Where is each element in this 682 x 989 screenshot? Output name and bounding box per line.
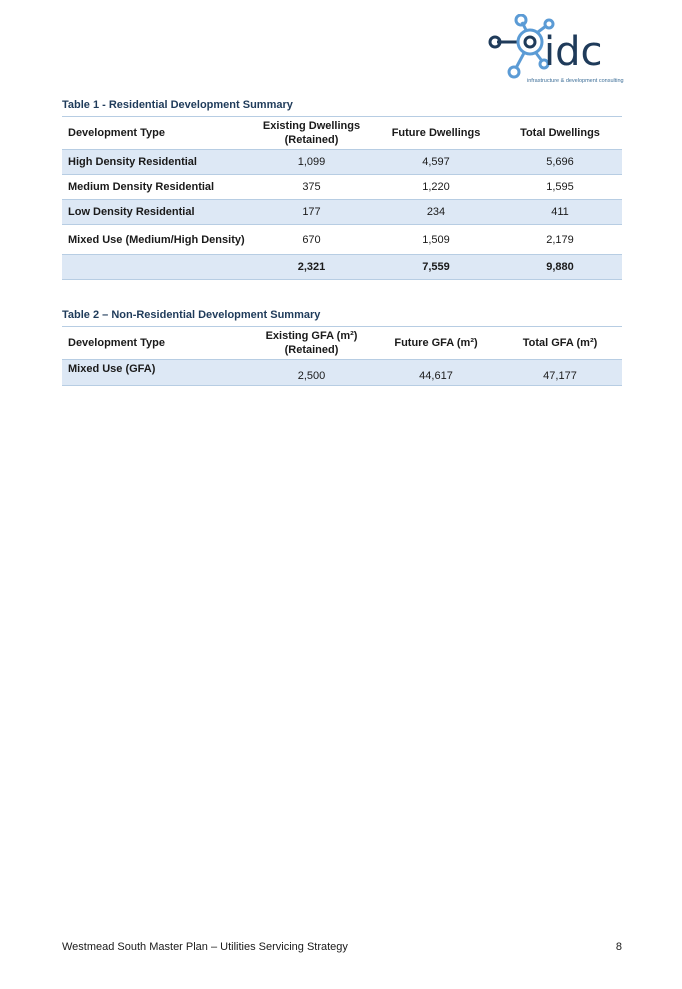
page-number: 8 — [615, 941, 622, 953]
table1-caption: Table 1 - Residential Development Summary — [62, 99, 293, 111]
column-header: Future GFA (m²) — [374, 327, 498, 360]
future-total: 7,559 — [374, 255, 498, 280]
table-row — [62, 150, 622, 175]
total-value: 47,177 — [498, 360, 622, 386]
column-header: Future Dwellings — [374, 117, 498, 150]
development-type: Mixed Use (GFA) — [62, 360, 249, 386]
existing-value: 375 — [249, 175, 374, 200]
table2-caption: Table 2 – Non-Residential Development Summary — [62, 309, 321, 321]
development-type: Mixed Use (Medium/High Density) — [62, 225, 249, 255]
residential-summary-table — [62, 116, 622, 280]
grand-total: 9,880 — [498, 255, 622, 280]
total-value: 1,595 — [498, 175, 622, 200]
total-value: 5,696 — [498, 150, 622, 175]
table-row — [62, 175, 622, 200]
totals-row — [62, 255, 622, 280]
future-value: 234 — [374, 200, 498, 225]
table-header-row — [62, 117, 622, 150]
future-value: 1,509 — [374, 225, 498, 255]
development-type: Medium Density Residential — [62, 175, 249, 200]
existing-value: 670 — [249, 225, 374, 255]
page-footer — [62, 941, 622, 953]
existing-value: 1,099 — [249, 150, 374, 175]
development-type: Low Density Residential — [62, 200, 249, 225]
existing-total: 2,321 — [249, 255, 374, 280]
future-value: 4,597 — [374, 150, 498, 175]
column-header: Total GFA (m²) — [498, 327, 622, 360]
future-value: 1,220 — [374, 175, 498, 200]
column-header: Total Dwellings — [498, 117, 622, 150]
table-header-row — [62, 327, 622, 360]
footer-title: Westmead South Master Plan – Utilities Servicing Strategy — [62, 941, 348, 953]
logo-wordmark: idc — [544, 29, 603, 75]
table-row — [62, 225, 622, 255]
future-value: 44,617 — [374, 360, 498, 386]
existing-value: 2,500 — [249, 360, 374, 386]
column-header: Development Type — [62, 117, 249, 150]
table-row — [62, 360, 622, 386]
existing-value: 177 — [249, 200, 374, 225]
logo-tagline: infrastructure & development consulting — [527, 78, 624, 84]
development-type: High Density Residential — [62, 150, 249, 175]
column-header: Existing GFA (m²) (Retained) — [249, 327, 374, 360]
total-value: 2,179 — [498, 225, 622, 255]
column-header: Development Type — [62, 327, 249, 360]
totals-label — [62, 255, 249, 280]
table-row — [62, 200, 622, 225]
non-residential-summary-table — [62, 326, 622, 386]
total-value: 411 — [498, 200, 622, 225]
column-header: Existing Dwellings (Retained) — [249, 117, 374, 150]
